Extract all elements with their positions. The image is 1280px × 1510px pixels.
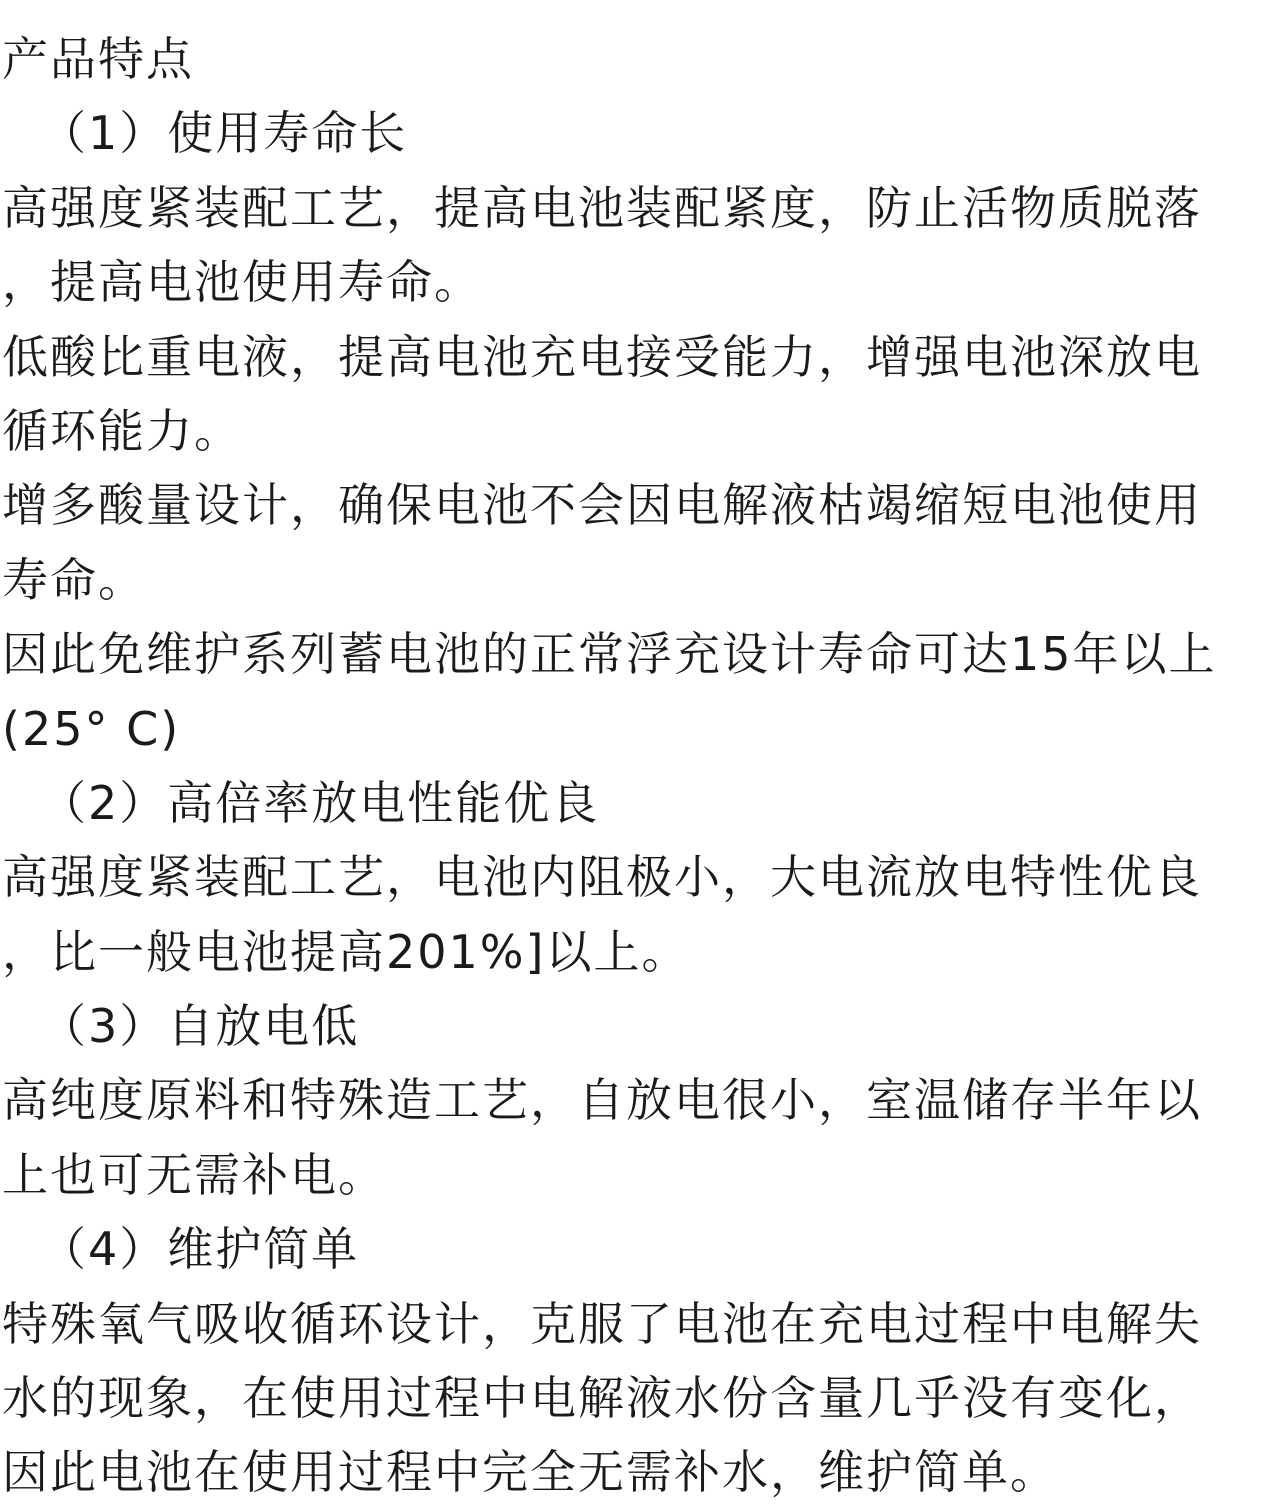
paragraph-line: (25° C) <box>2 701 181 756</box>
section-heading: （4）维护简单 <box>40 1222 360 1277</box>
section-heading: （2）高倍率放电性能优良 <box>40 775 600 830</box>
section-heading: （3）自放电低 <box>40 999 360 1054</box>
paragraph-line: 增多酸量设计，确保电池不会因电解液枯竭缩短电池使用 <box>2 478 1202 533</box>
paragraph-line: 水的现象，在使用过程中电解液水份含量几乎没有变化， <box>2 1371 1202 1426</box>
paragraph-line: 循环能力。 <box>2 403 242 458</box>
document <box>0 22 1280 1510</box>
section-heading: （1）使用寿命长 <box>40 106 408 161</box>
paragraph-line: 特殊氧气吸收循环设计，克服了电池在充电过程中电解失 <box>2 1296 1202 1351</box>
paragraph-line: 高纯度原料和特殊造工艺，自放电很小，室温储存半年以 <box>2 1073 1202 1128</box>
paragraph-line: ，提高电池使用寿命。 <box>2 255 482 310</box>
paragraph-line: 高强度紧装配工艺，提高电池装配紧度，防止活物质脱落 <box>2 180 1202 235</box>
paragraph-line: 上也可无需补电。 <box>2 1147 386 1202</box>
paragraph-line: ，比一般电池提高201%]以上。 <box>2 924 690 979</box>
paragraph-line: 高强度紧装配工艺，电池内阻极小，大电流放电特性优良 <box>2 850 1202 905</box>
paragraph-line: 因此免维护系列蓄电池的正常浮充设计寿命可达15年以上 <box>2 627 1217 682</box>
paragraph-line: 寿命。 <box>2 552 146 607</box>
page-title: 产品特点 <box>2 32 194 86</box>
paragraph-line: 低酸比重电液，提高电池充电接受能力，增强电池深放电 <box>2 329 1202 384</box>
paragraph-line: 因此电池在使用过程中完全无需补水，维护简单。 <box>2 1445 1058 1500</box>
